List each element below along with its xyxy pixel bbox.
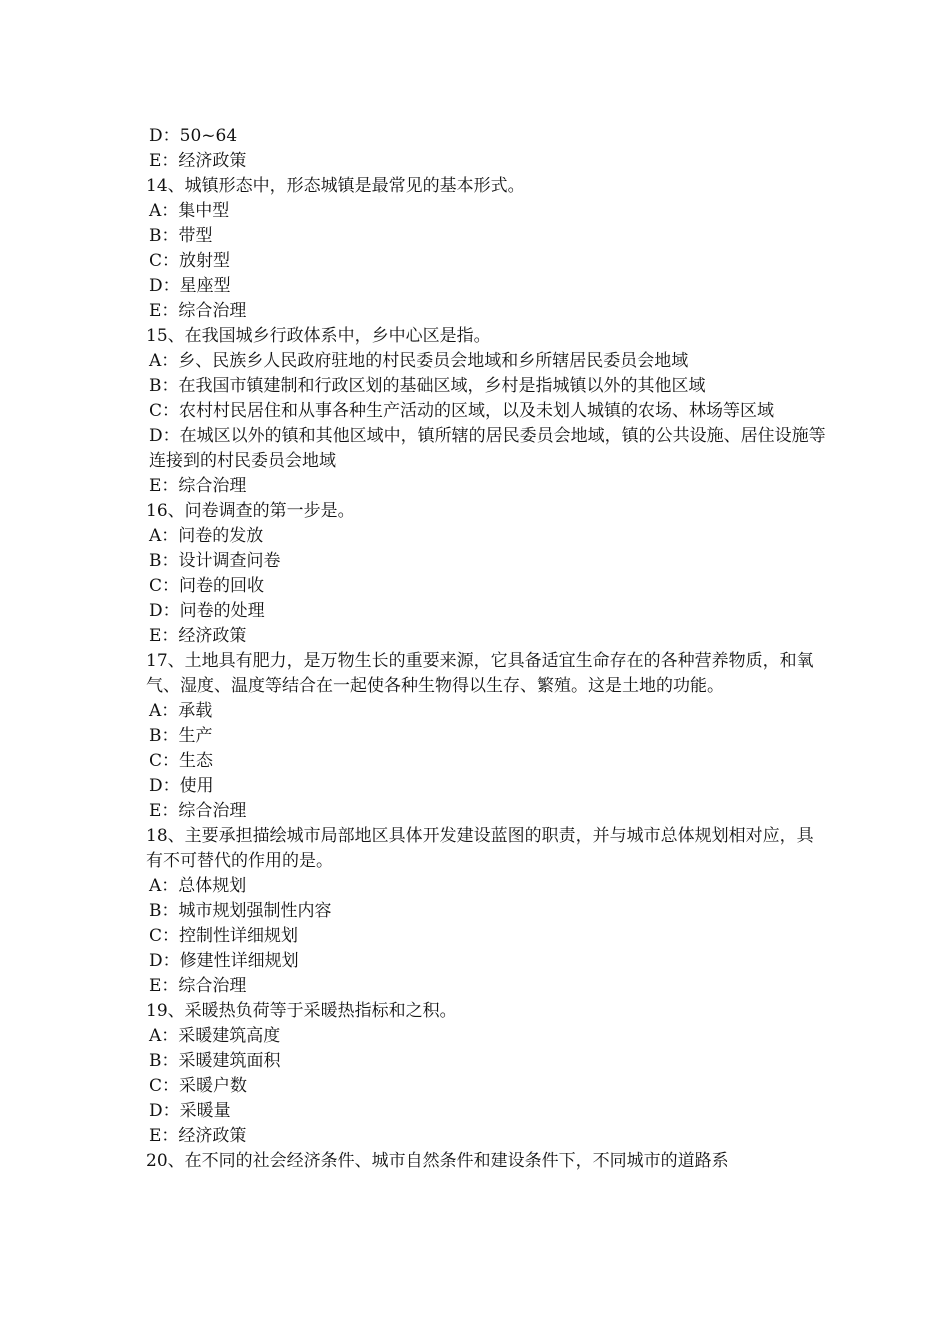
- answer-option: A：集中型: [149, 201, 230, 221]
- answer-option: C：放射型: [149, 251, 231, 271]
- answer-option: D：50~64: [149, 126, 238, 146]
- answer-option: B：采暖建筑面积: [149, 1051, 281, 1071]
- answer-option: A：乡、民族乡人民政府驻地的村民委员会地域和乡所辖居民委员会地域: [149, 351, 689, 371]
- answer-option: E：经济政策: [149, 1126, 247, 1146]
- question-text: 14、城镇形态中，形态城镇是最常见的基本形式。: [146, 176, 525, 196]
- answer-option: D：采暖量: [149, 1101, 231, 1121]
- question-text: 20、在不同的社会经济条件、城市自然条件和建设条件下，不同城市的道路系: [146, 1151, 729, 1171]
- question-text: 15、在我国城乡行政体系中，乡中心区是指。: [146, 326, 491, 346]
- answer-option: C：农村村民居住和从事各种生产活动的区域，以及未划人城镇的农场、林场等区域: [149, 401, 775, 421]
- answer-option: E：综合治理: [149, 301, 247, 321]
- question-text: 19、采暖热负荷等于采暖热指标和之积。: [146, 1001, 457, 1021]
- answer-option: D：星座型: [149, 276, 231, 296]
- answer-option: C：采暖户数: [149, 1076, 248, 1096]
- answer-option: A：总体规划: [149, 876, 247, 896]
- answer-option: A：采暖建筑高度: [149, 1026, 281, 1046]
- answer-option: D：修建性详细规划: [149, 951, 299, 971]
- answer-option: A：问卷的发放: [149, 526, 264, 546]
- answer-option: E：经济政策: [149, 151, 247, 171]
- answer-option: D：在城区以外的镇和其他区域中，镇所辖的居民委员会地域，镇的公共设施、居住设施等连接到的村民委员会地域: [149, 426, 826, 471]
- answer-option: B：设计调查问卷: [149, 551, 281, 571]
- answer-option: B：城市规划强制性内容: [149, 901, 332, 921]
- answer-option: C：问卷的回收: [149, 576, 265, 596]
- question-text: 17、土地具有肥力，是万物生长的重要来源，它具备适宜生命存在的各种营养物质，和氧气、湿度、温度等结合在一起使各种生物得以生存、繁殖。这是土地的功能。: [146, 651, 814, 696]
- question-text: 16、问卷调查的第一步是。: [146, 501, 355, 521]
- answer-option: C：控制性详细规划: [149, 926, 299, 946]
- answer-option: E：综合治理: [149, 476, 247, 496]
- question-text: 18、主要承担描绘城市局部地区具体开发建设蓝图的职责，并与城市总体规划相对应，具有不可替代的作用的是。: [146, 826, 814, 871]
- answer-option: A：承载: [149, 701, 213, 721]
- answer-option: B：在我国市镇建制和行政区划的基础区域，乡村是指城镇以外的其他区域: [149, 376, 706, 396]
- answer-option: B：带型: [149, 226, 213, 246]
- answer-option: E：经济政策: [149, 626, 247, 646]
- answer-option: C：生态: [149, 751, 214, 771]
- answer-option: E：综合治理: [149, 976, 247, 996]
- answer-option: D：问卷的处理: [149, 601, 265, 621]
- answer-option: D：使用: [149, 776, 214, 796]
- answer-option: B：生产: [149, 726, 213, 746]
- answer-option: E：综合治理: [149, 801, 247, 821]
- exam-questions: [146, 124, 826, 1174]
